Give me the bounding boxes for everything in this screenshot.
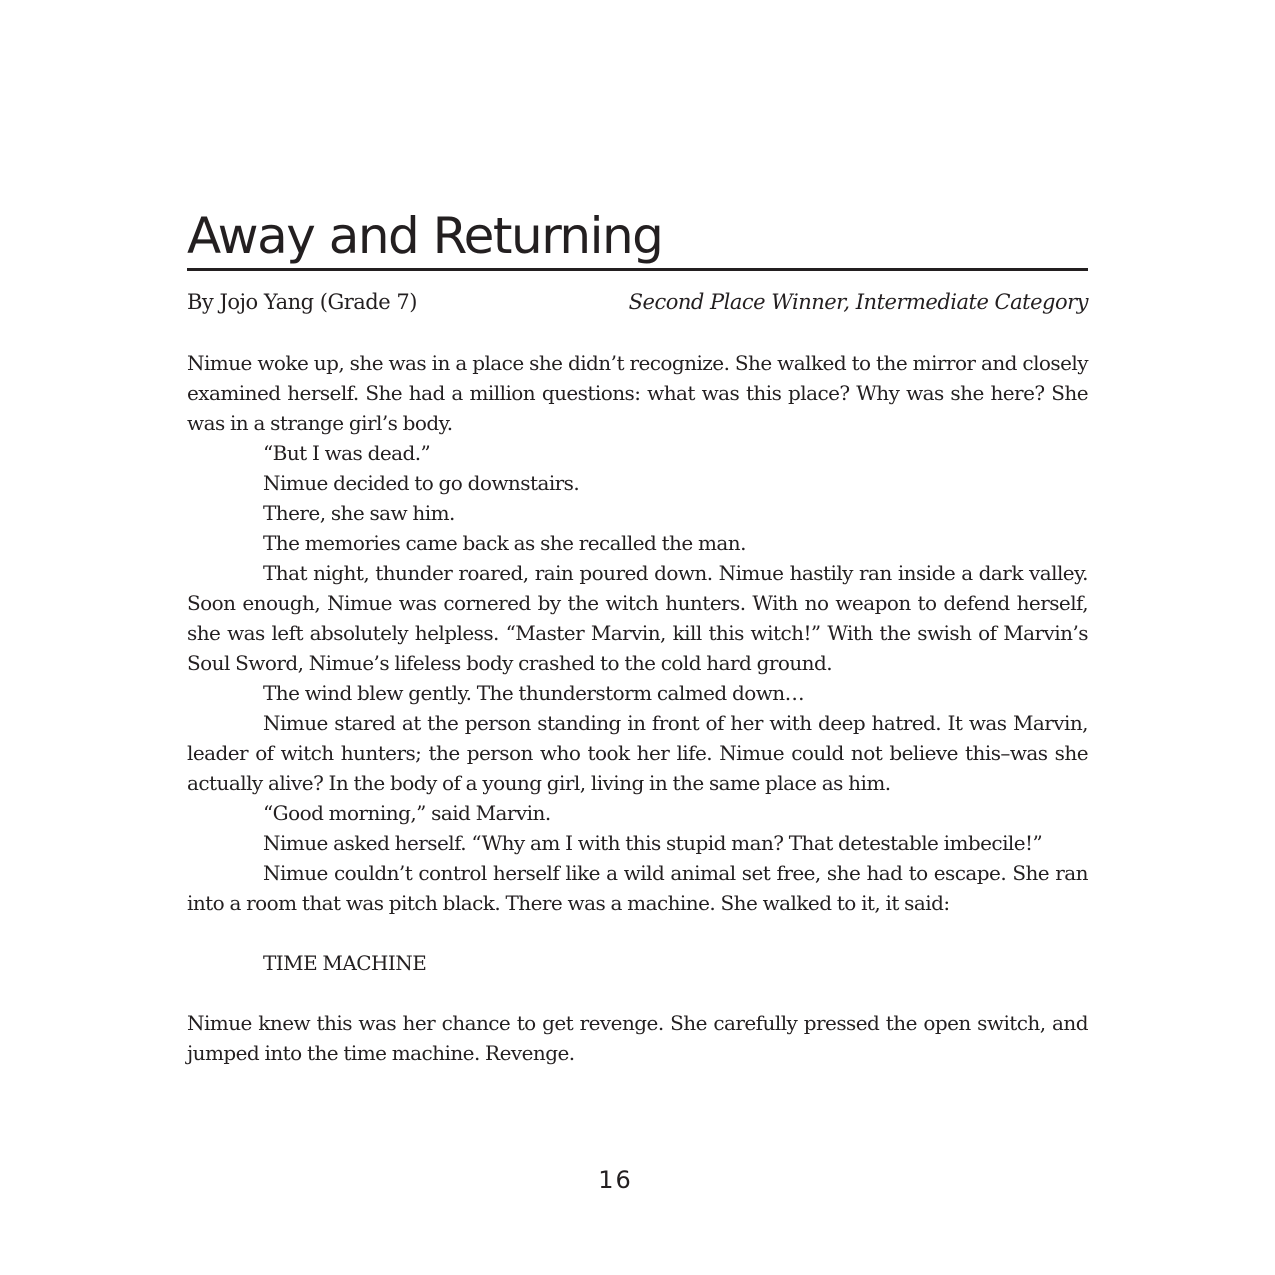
byline-row: [187, 286, 1088, 318]
award-label: Second Place Winner, Intermediate Category: [628, 290, 1088, 314]
story-body: [187, 348, 1088, 1068]
title-underline-rule: [187, 268, 1088, 271]
author-byline: By Jojo Yang (Grade 7): [187, 290, 417, 314]
paragraph: That night, thunder roared, rain poured down. Nimue hastily ran inside a dark valley. Soon enough, Nimue was cornered by the witch hunters. With no weapon to defend herself, she was left absolutely helpless. “Master Marvin, kill this witch!” With the swish of Marvin’s Soul Sword, Nimue’s lifeless body crashed to the cold hard ground.: [187, 561, 1088, 675]
paragraph: Nimue woke up, she was in a place she didn’t recognize. She walked to the mirror and closely examined herself. She had a million questions: what was this place? Why was she here? She was in a strange girl’s body.: [187, 351, 1088, 435]
paragraph: Nimue decided to go downstairs.: [263, 471, 580, 495]
story-title: Away and Returning: [187, 207, 663, 265]
page-number: 16: [598, 1166, 633, 1194]
paragraph: Nimue couldn’t control herself like a wild animal set free, she had to escape. She ran into a room that was pitch black. There was a machine. She walked to it, it said:: [187, 861, 1088, 915]
paragraph: The memories came back as she recalled the man.: [263, 531, 746, 555]
machine-sign-text: TIME MACHINE: [263, 951, 427, 975]
paragraph: The wind blew gently. The thunderstorm calmed down…: [263, 681, 805, 705]
paragraph: “Good morning,” said Marvin.: [263, 801, 551, 825]
paragraph: “But I was dead.”: [263, 441, 431, 465]
paragraph: Nimue stared at the person standing in front of her with deep hatred. It was Marvin, leader of witch hunters; the person who took her life. Nimue could not believe this–was she actually alive? In the body of a young girl, living in the same place as him.: [187, 711, 1088, 795]
paragraph: Nimue asked herself. “Why am I with this stupid man? That detestable imbecile!”: [263, 831, 1043, 855]
paragraph: Nimue knew this was her chance to get revenge. She carefully pressed the open switch, and jumped into the time machine. Revenge.: [187, 1011, 1088, 1065]
paragraph: There, she saw him.: [263, 501, 455, 525]
